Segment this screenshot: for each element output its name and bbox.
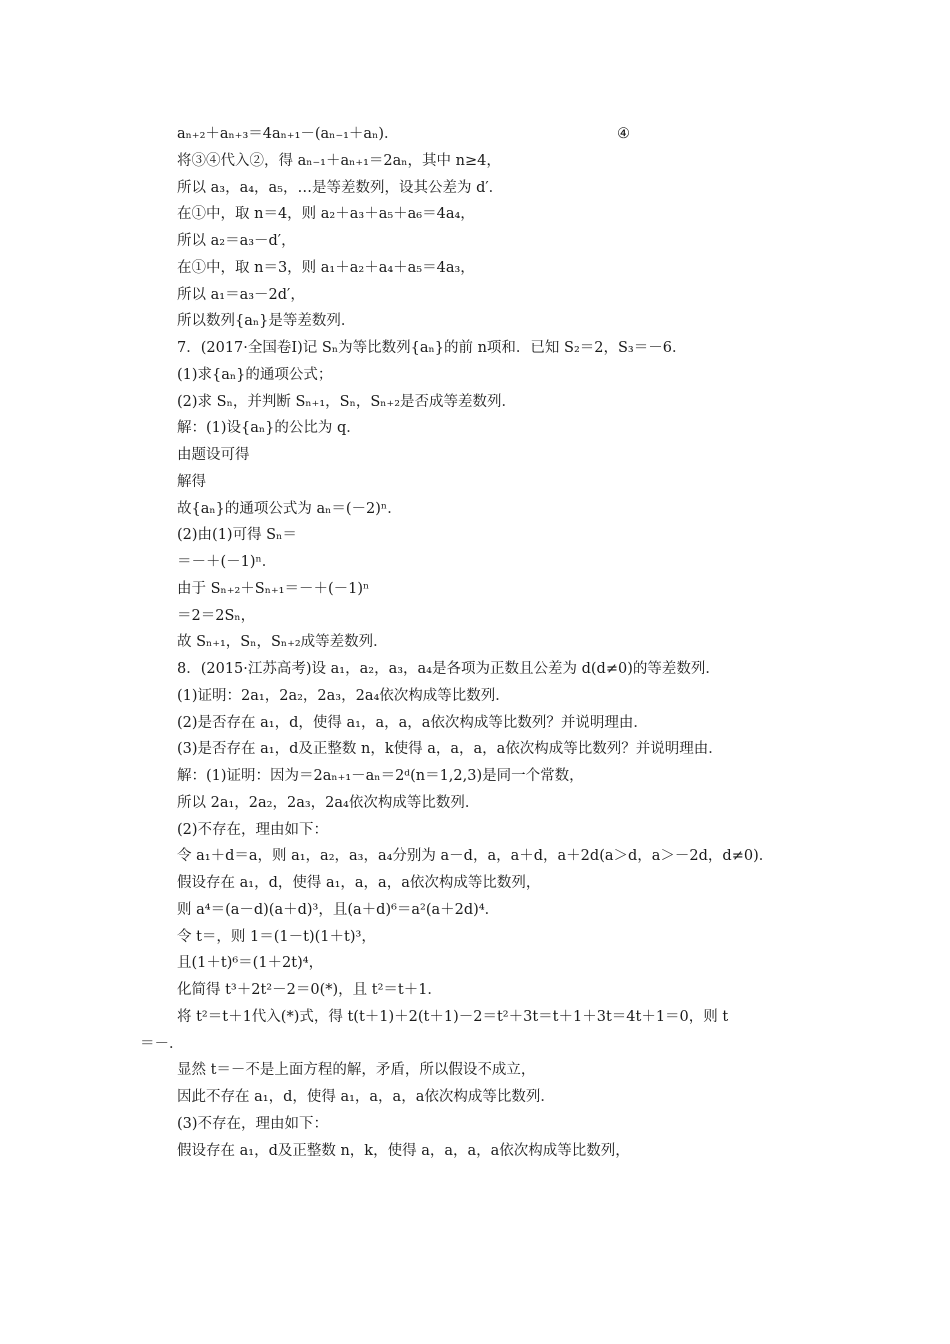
text-line: (2)不存在，理由如下： (177, 821, 329, 838)
text-line: 解得 (177, 473, 206, 490)
text-line: 则 a⁴＝(a－d)(a＋d)³，且(a＋d)⁶＝a²(a＋2d)⁴． (177, 901, 500, 918)
text-line: (2)由(1)可得 Sₙ＝ (177, 527, 297, 544)
text-line: 所以数列{aₙ}是等差数列． (177, 313, 356, 330)
text-line: (3)不存在，理由如下： (177, 1115, 329, 1132)
text-line: ＝－＋(－1)ⁿ． (177, 554, 277, 570)
text-line: 所以 a₁＝a₃－2d′， (177, 286, 305, 303)
text-line: 化简得 t³＋2t²－2＝0(*)，且 t²＝t＋1． (177, 982, 442, 998)
text-line: (1)求{aₙ}的通项公式； (177, 366, 333, 383)
text-line: 所以 2a₁，2a₂，2a₃，2a₄依次构成等比数列． (177, 794, 480, 811)
text-line: 在①中，取 n＝4，则 a₂＋a₃＋a₅＋a₆＝4a₄， (177, 206, 475, 223)
text-line: (2)是否存在 a₁，d，使得 a₁，a，a，a依次构成等比数列？并说明理由． (177, 714, 648, 731)
text-line: 且(1＋t)⁶＝(1＋2t)⁴， (177, 955, 324, 972)
text-line: 令 t＝，则 1＝(1－t)(1＋t)³， (177, 928, 376, 945)
text-line: 将 t²＝t＋1代入(*)式，得 t(t＋1)＋2(t＋1)－2＝t²＋3t＝t＋1＋3t＝4t＋1＝0，则 t (177, 1008, 729, 1025)
text-line: 解：(1)设{aₙ}的公比为 q． (177, 420, 361, 437)
text-line: 将③④代入②，得 aₙ₋₁＋aₙ₊₁＝2aₙ，其中 n≥4， (177, 152, 501, 169)
text-line: 由于 Sₙ₊₂＋Sₙ₊₁＝－＋(－1)ⁿ (177, 580, 370, 597)
text-line: 令 a₁＋d＝a，则 a₁，a₂，a₃，a₄分别为 a－d，a，a＋d，a＋2d(a＞d，a＞－2d，d≠0)． (177, 848, 774, 865)
text-line: 假设存在 a₁，d及正整数 n，k，使得 a，a，a，a依次构成等比数列， (177, 1142, 630, 1159)
text-line: ＝2＝2Sₙ， (177, 607, 256, 624)
text-line (177, 121, 820, 148)
document-body (140, 121, 820, 1164)
problem-8-title: 8．(2015·江苏高考)设 a₁，a₂，a₃，a₄是各项为正数且公差为 d(d≠0)的等差数列． (177, 661, 720, 677)
text-line: (2)求 Sₙ，并判断 Sₙ₊₁，Sₙ，Sₙ₊₂是否成等差数列． (177, 393, 517, 410)
text-line: 显然 t＝－不是上面方程的解，矛盾，所以假设不成立， (177, 1062, 536, 1079)
text-line: 由题设可得 (177, 447, 250, 463)
text-line: 在①中，取 n＝3，则 a₁＋a₂＋a₄＋a₅＝4a₃， (177, 259, 475, 276)
text-line: 所以 a₃，a₄，a₅，…是等差数列，设其公差为 d′． (177, 179, 504, 196)
problem-7-title: 7．(2017·全国卷Ⅰ)记 Sₙ为等比数列{aₙ}的前 n项和．已知 S₂＝2，S₃＝－6． (177, 340, 687, 356)
text-line: 故{aₙ}的通项公式为 aₙ＝(－2)ⁿ． (177, 500, 402, 517)
text-line-continuation: ＝－． (140, 1035, 184, 1052)
text-line: (3)是否存在 a₁，d及正整数 n，k使得 a，a，a，a依次构成等比数列？并说明理由． (177, 741, 723, 758)
text-line: 假设存在 a₁，d，使得 a₁，a，a，a依次构成等比数列， (177, 875, 541, 891)
text-line: 因此不存在 a₁，d，使得 a₁，a，a，a依次构成等比数列． (177, 1089, 555, 1105)
text-line: 所以 a₂＝a₃－d′， (177, 233, 296, 249)
text-line-content: aₙ₊₂＋aₙ₊₃＝4aₙ₊₁－(aₙ₋₁＋aₙ)． (177, 126, 399, 142)
text-line: (1)证明：2a₁，2a₂，2a₃，2a₄依次构成等比数列． (177, 687, 510, 704)
text-line: 故 Sₙ₊₁，Sₙ，Sₙ₊₂成等差数列． (177, 634, 388, 651)
equation-marker: ④ (617, 126, 630, 142)
text-line: 解：(1)证明：因为＝2aₙ₊₁－aₙ＝2ᵈ(n＝1,2,3)是同一个常数， (177, 768, 584, 784)
